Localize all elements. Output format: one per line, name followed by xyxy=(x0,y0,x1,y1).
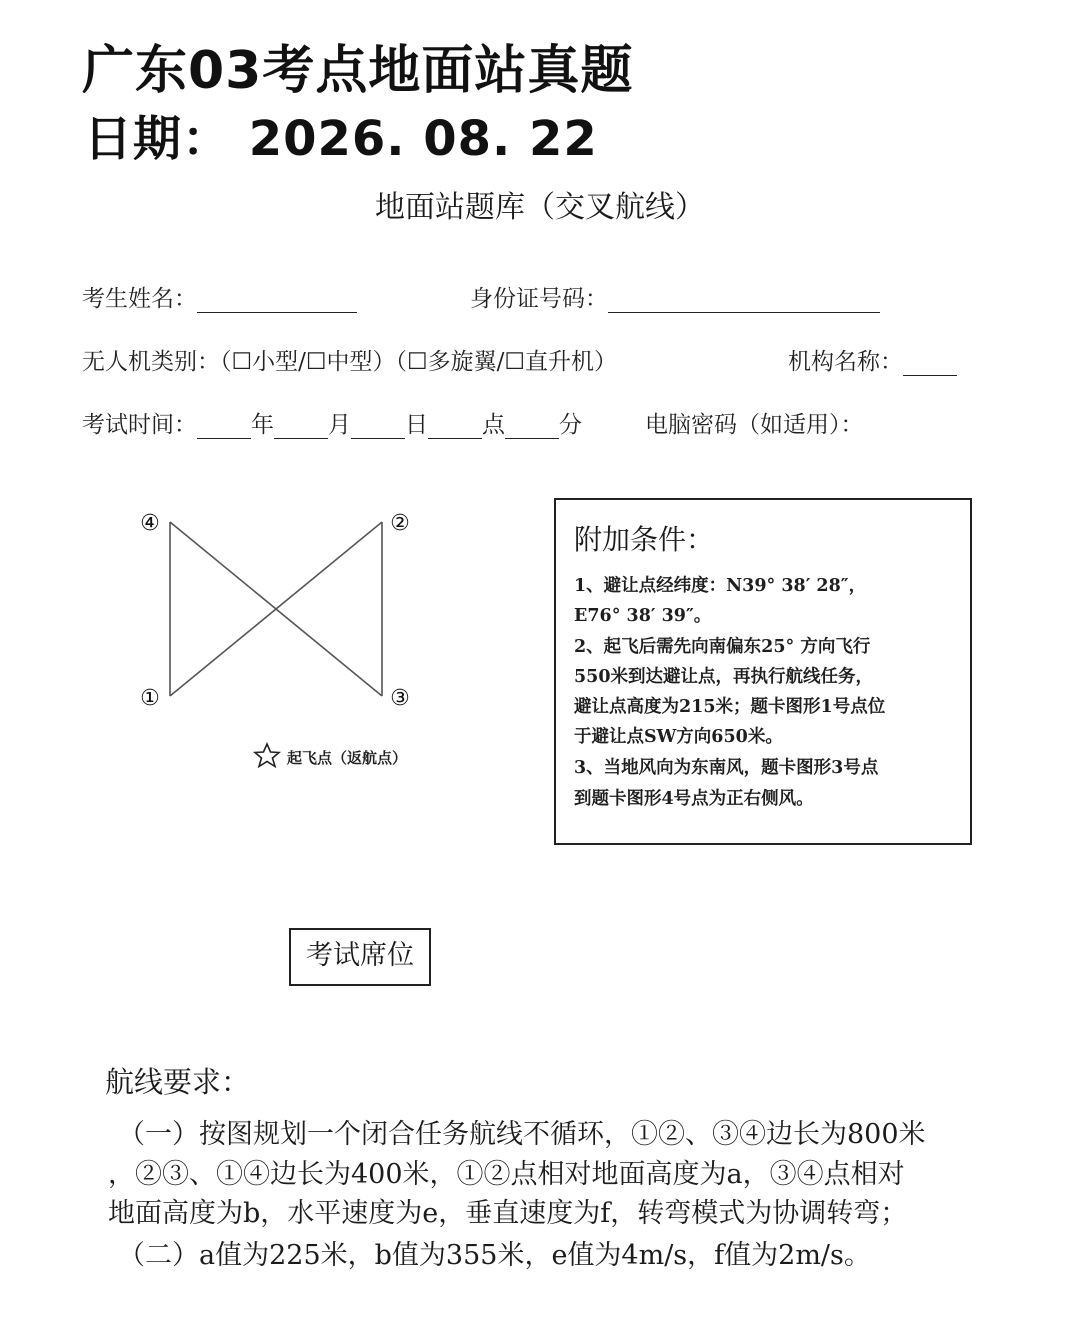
hour-blank[interactable] xyxy=(428,416,482,439)
id-blank[interactable] xyxy=(608,290,880,313)
time-label: 考试时间： xyxy=(82,412,197,438)
minute-label: 分 xyxy=(559,412,582,438)
document-title: 地面站题库（交叉航线） xyxy=(375,190,705,225)
id-label: 身份证号码： xyxy=(470,286,608,312)
pc-password-label: 电脑密码（如适用）： xyxy=(645,412,864,438)
star-icon xyxy=(255,744,279,767)
uav-size-options[interactable]: （☐小型/☐中型） xyxy=(220,349,396,375)
name-row xyxy=(82,280,357,313)
conditions-title: 附加条件： xyxy=(574,523,715,556)
year-label: 年 xyxy=(251,412,274,438)
route-lines xyxy=(170,522,382,696)
uav-label: 无人机类别： xyxy=(82,349,220,375)
conditions-box xyxy=(554,498,972,845)
id-row xyxy=(470,280,880,313)
route-diagram xyxy=(120,500,440,790)
org-label: 机构名称： xyxy=(788,349,903,375)
org-blank[interactable] xyxy=(903,353,957,376)
condition-line: 1、避让点经纬度：N39° 38′ 28″， xyxy=(574,576,867,596)
condition-line: 3、当地风向为东南风，题卡图形3号点 xyxy=(574,758,879,778)
uav-row xyxy=(82,343,617,376)
requirements-title: 航线要求： xyxy=(105,1065,251,1099)
point-3-marker: ③ xyxy=(390,686,410,711)
name-label: 考生姓名： xyxy=(82,286,197,312)
requirement-line: （一）按图规划一个闭合任务航线不循环，①②、③④边长为800米 xyxy=(118,1119,926,1150)
month-blank[interactable] xyxy=(274,416,328,439)
page-title: 广东03考点地面站真题 xyxy=(82,41,634,101)
point-4-marker: ④ xyxy=(140,511,160,536)
day-blank[interactable] xyxy=(351,416,405,439)
point-2-marker: ② xyxy=(390,511,410,536)
condition-line: 于避让点SW方向650米。 xyxy=(574,727,783,747)
time-row xyxy=(82,406,582,439)
requirement-line: ，②③、①④边长为400米，①②点相对地面高度为a，③④点相对 xyxy=(108,1159,905,1190)
condition-line: 到题卡图形4号点为正右侧风。 xyxy=(574,789,814,809)
hour-label: 点 xyxy=(482,412,505,438)
year-blank[interactable] xyxy=(197,416,251,439)
org-row xyxy=(788,343,957,376)
requirement-line: 地面高度为b，水平速度为e，垂直速度为f，转弯模式为协调转弯； xyxy=(108,1198,908,1229)
requirement-line: （二）a值为225米，b值为355米，e值为4m/s，f值为2m/s。 xyxy=(118,1240,871,1271)
name-blank[interactable] xyxy=(197,290,357,313)
minute-blank[interactable] xyxy=(505,416,559,439)
condition-line: E76° 38′ 39″。 xyxy=(574,606,712,626)
uav-type-options[interactable]: （☐多旋翼/☐直升机） xyxy=(395,349,617,375)
month-label: 月 xyxy=(328,412,351,438)
condition-line: 550米到达避让点，再执行航线任务， xyxy=(574,667,874,687)
condition-line: 2、起飞后需先向南偏东25° 方向飞行 xyxy=(574,637,871,657)
day-label: 日 xyxy=(405,412,428,438)
takeoff-label: 起飞点（返航点） xyxy=(287,749,408,767)
exam-seat-box: 考试席位 xyxy=(289,928,431,986)
condition-line: 避让点高度为215米；题卡图形1号点位 xyxy=(574,697,886,717)
exam-date: 日期： 2026. 08. 22 xyxy=(84,111,598,167)
point-1-marker: ① xyxy=(140,686,160,711)
